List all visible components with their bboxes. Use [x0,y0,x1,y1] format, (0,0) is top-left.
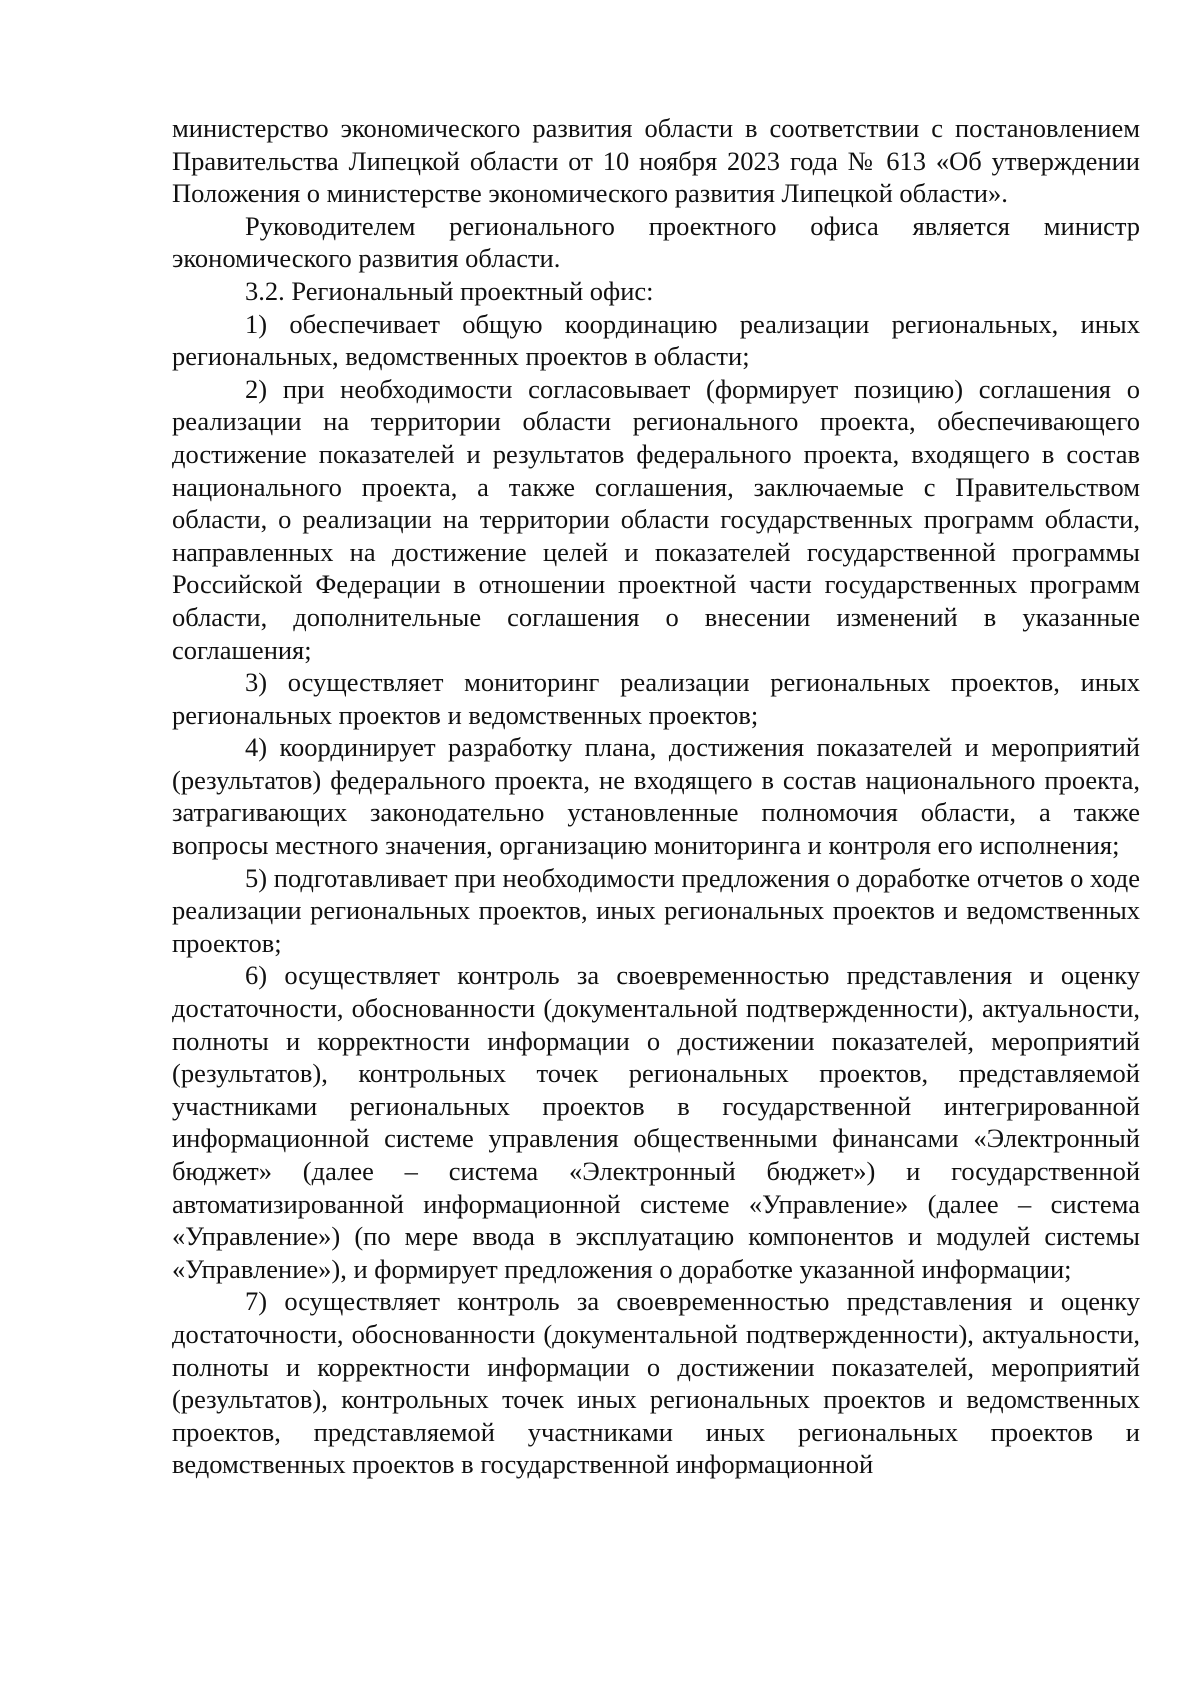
paragraph-item-7: 7) осуществляет контроль за своевременностью представления и оценку достаточности, обоснованности (документальной подтвержденности), актуальности, полноты и корректности информации о достижении показателей, мероприятий (результатов), контрольных точек иных региональных проектов и ведомственных проектов, представляемой участниками иных региональных проектов и ведомственных проектов в государственной информационной [172,1286,1140,1480]
paragraph-office-head: Руководителем регионального проектного офиса является министр экономического развития области. [172,210,1140,274]
paragraph-item-5: 5) подготавливает при необходимости предложения о доработке отчетов о ходе реализации региональных проектов, иных региональных проектов и ведомственных проектов; [172,862,1140,958]
paragraph-section-3-2: 3.2. Региональный проектный офис: [245,275,654,306]
paragraph-ministry-continuation: министерство экономического развития области в соответствии с постановлением Правительства Липецкой области от 10 ноября 2023 года № 613 «Об утверждении Положения о министерстве экономического развития Липецкой области». [172,113,1140,209]
paragraph-item-6: 6) осуществляет контроль за своевременностью представления и оценку достаточности, обоснованности (документальной подтвержденности), актуальности, полноты и корректности информации о достижении показателей, мероприятий (результатов), контрольных точек региональных проектов, представляемой участниками региональных проектов в государственной интегрированной информационной системе управления общественными финансами «Электронный бюджет» (далее – система «Электронный бюджет») и государственной автоматизированной информационной системе «Управление» (далее – система «Управление») (по мере ввода в эксплуатацию компонентов и модулей системы «Управление»), и формирует предложения о доработке указанной информации; [172,960,1140,1284]
paragraph-item-4: 4) координирует разработку плана, достижения показателей и мероприятий (результатов) федерального проекта, не входящего в состав национального проекта, затрагивающих законодательно установленные полномочия области, а также вопросы местного значения, организацию мониторинга и контроля его исполнения; [172,732,1140,861]
document-page [172,112,1140,1481]
paragraph-item-2: 2) при необходимости согласовывает (формирует позицию) соглашения о реализации на территории области регионального проекта, обеспечивающего достижение показателей и результатов федерального проекта, входящего в состав национального проекта, а также соглашения, заключаемые с Правительством области, о реализации на территории области государственных программ области, направленных на достижение целей и показателей государственной программы Российской Федерации в отношении проектной части государственных программ области, дополнительные соглашения о внесении изменений в указанные соглашения; [172,373,1140,665]
paragraph-item-1: 1) обеспечивает общую координацию реализации региональных, иных региональных, ведомственных проектов в области; [172,308,1140,372]
paragraph-item-3: 3) осуществляет мониторинг реализации региональных проектов, иных региональных проектов и ведомственных проектов; [172,667,1140,730]
